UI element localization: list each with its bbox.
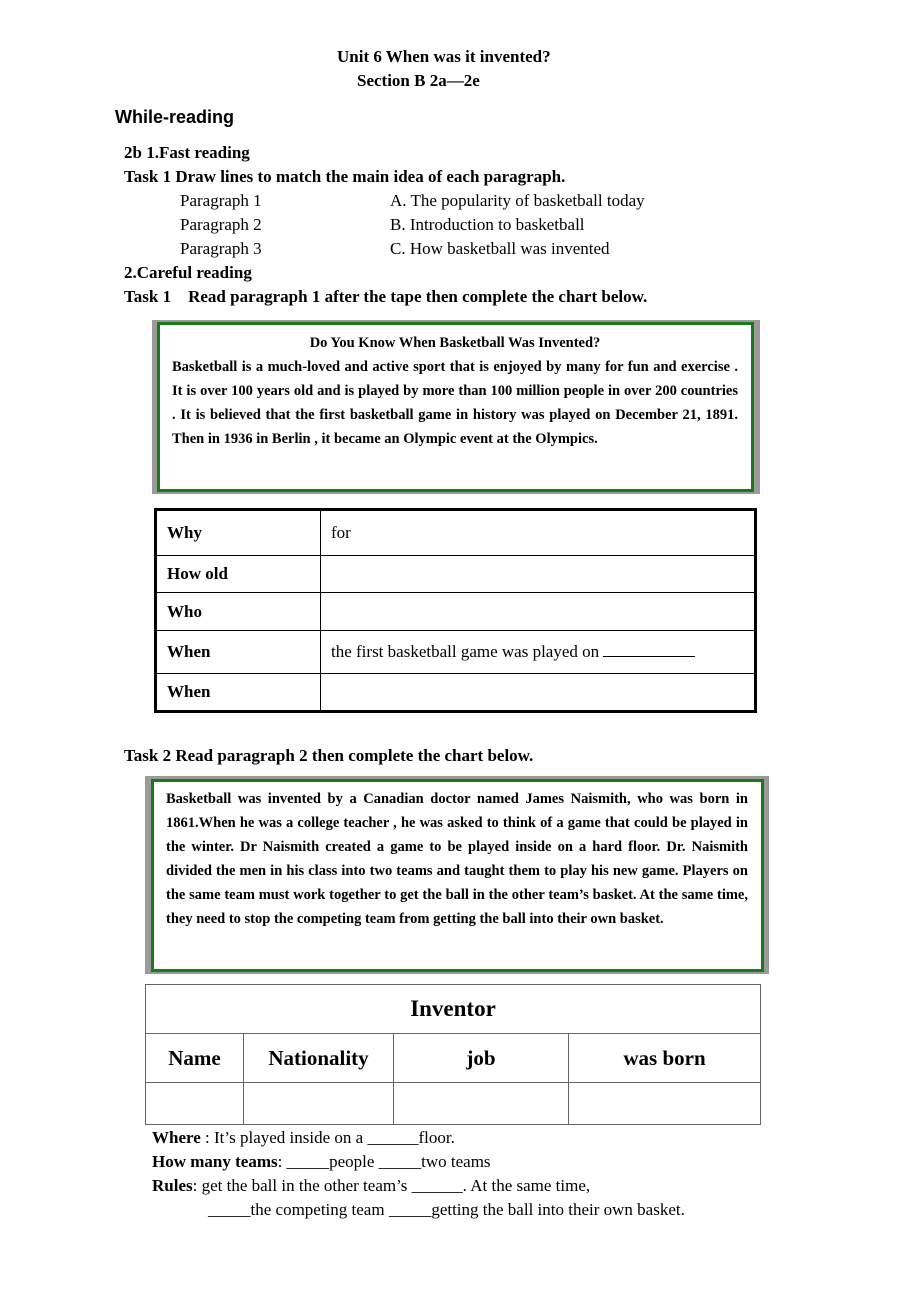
paragraph-label-2: Paragraph 2 [180, 215, 262, 234]
inventor-answer-cell[interactable] [146, 1083, 244, 1125]
rules-label: Rules [152, 1176, 193, 1195]
chart1-key: Who [156, 593, 321, 631]
chart1-row [156, 593, 756, 631]
answer-blank[interactable] [603, 642, 695, 657]
rules-line [152, 1176, 590, 1196]
chart1-key: When [156, 631, 321, 674]
chart1-row [156, 631, 756, 674]
careful-reading-heading: 2.Careful reading [124, 263, 252, 282]
chart1-value-text: the first basketball game was played on [331, 642, 600, 661]
passage2 [166, 787, 748, 931]
inventor-answer-cell[interactable] [569, 1083, 761, 1125]
chart1-value[interactable] [321, 674, 756, 712]
passage1-text: Basketball is a much-loved and active sport that is enjoyed by many for fun and exercise . It is over 100 years old and is played by more than 100 million people in over 200 countries . It is believed that the first basketball game in history was played on December 21, 1891. Then in 1936 in Berlin , it became an Olympic event at the Olympics. [172, 359, 738, 447]
chart1-value[interactable]: for [321, 510, 756, 556]
rules-text: : get the ball in the other team’s ______. At the same time, [192, 1176, 591, 1195]
inventor-table [145, 984, 761, 1125]
chart1-row [156, 556, 756, 593]
inventor-answer-row [146, 1083, 761, 1125]
main-idea-b: B. Introduction to basketball [390, 215, 585, 234]
fast-reading-task: Task 1 Draw lines to match the main idea of each paragraph. [124, 167, 566, 186]
chart1-value[interactable] [321, 631, 756, 674]
inventor-col-nationality: Nationality [244, 1034, 394, 1083]
chart1-value[interactable] [321, 556, 756, 593]
inventor-title: Inventor [146, 985, 761, 1034]
main-idea-c: C. How basketball was invented [390, 239, 610, 258]
inventor-answer-cell[interactable] [244, 1083, 394, 1125]
chart1-key: How old [156, 556, 321, 593]
chart1-key: When [156, 674, 321, 712]
careful-reading-task2: Task 2 Read paragraph 2 then complete the chart below. [124, 746, 534, 765]
main-idea-a: A. The popularity of basketball today [390, 191, 645, 210]
inventor-title-row [146, 985, 761, 1034]
inventor-col-born: was born [569, 1034, 761, 1083]
section-title: Section B 2a—2e [357, 71, 480, 90]
inventor-answer-cell[interactable] [394, 1083, 569, 1125]
where-label: Where [152, 1128, 201, 1147]
rules-line-2: _____the competing team _____getting the ball into their own basket. [208, 1200, 685, 1219]
where-text: : It’s played inside on a ______floor. [200, 1128, 455, 1147]
teams-label: How many teams [152, 1152, 278, 1171]
unit-title: Unit 6 When was it invented? [337, 47, 551, 66]
passage1-title: Do You Know When Basketball Was Invented? [309, 335, 601, 351]
inventor-col-name: Name [146, 1034, 244, 1083]
passage2-text: Basketball was invented by a Canadian doctor named James Naismith, who was born in 1861.When he was a college teacher , he was asked to think of a game that could be played in the winter. Dr Naismith created a game to be played inside on a hard floor. Dr. Naismith divided the men in his class into two teams and taught them to play his new game. Players on the same team must work together to get the ball in the other team’s basket. At the same time, they need to stop the competing team from getting the ball into their own basket. [166, 791, 748, 927]
chart1-value[interactable] [321, 593, 756, 631]
chart1-key: Why [156, 510, 321, 556]
chart1-row [156, 674, 756, 712]
paragraph-label-1: Paragraph 1 [180, 191, 262, 210]
chart1-row [156, 510, 756, 556]
passage1 [172, 331, 738, 451]
inventor-col-job: job [394, 1034, 569, 1083]
chart1-table [154, 508, 757, 713]
while-reading-heading: While-reading [115, 107, 235, 127]
paragraph-label-3: Paragraph 3 [180, 239, 262, 258]
teams-text: : _____people _____two teams [277, 1152, 491, 1171]
fast-reading-heading: 2b 1.Fast reading [124, 143, 250, 162]
careful-reading-task1: Task 1 Read paragraph 1 after the tape then complete the chart below. [124, 287, 648, 306]
teams-line [152, 1152, 491, 1172]
inventor-header-row [146, 1034, 761, 1083]
where-line [152, 1128, 455, 1148]
